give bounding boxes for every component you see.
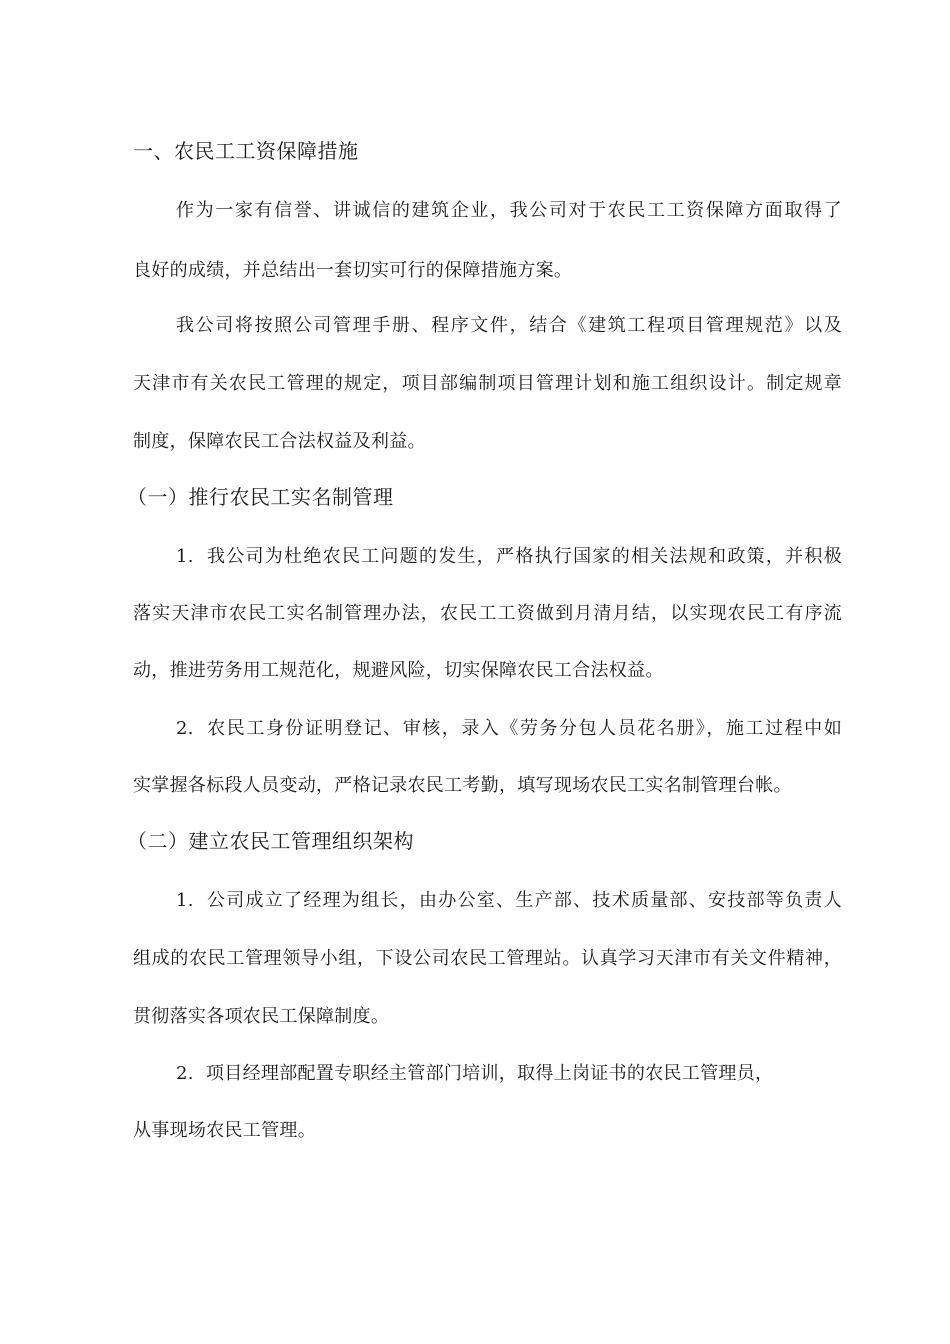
list-item-line [176,1062,773,1086]
section-title: 一、农民工工资保障措施 [133,139,359,163]
list-item-line: 动，推进劳务用工规范化，规避风险，切实保障农民工合法权益。 [133,660,664,681]
list-item-line: 贯彻落实各项农民工保障制度。 [133,1006,390,1027]
list-item-line: 从事现场农民工管理。 [133,1120,316,1141]
paragraph-line: 良好的成绩，并总结出一套切实可行的保障措施方案。 [133,260,573,281]
list-item-text: 农民工身份证明登记、审核，录入《劳务分包人员花名册》，施工过程中如 [206,718,842,739]
list-item-line [176,889,842,913]
list-item-line: 组成的农民工管理领导小组，下设公司农民工管理站。认真学习天津市有关文件精神， [133,948,842,969]
list-item-number: 1. [176,890,194,911]
list-item-line: 落实天津市农民工实名制管理办法，农民工工资做到月清月结，以实现农民工有序流 [133,603,842,624]
list-item-line: 实掌握各标段人员变动，严格记录农民工考勤，填写现场农民工实名制管理台帐。 [133,775,792,796]
list-item-text: 项目经理部配置专职经主管部门培训，取得上岗证书的农民工管理员， [206,1063,774,1084]
list-item-number: 2. [176,1063,194,1084]
list-item-number: 1. [176,546,194,567]
subsection-title: （一）推行农民工实名制管理 [127,485,394,509]
list-item-line [176,717,842,741]
list-item-text: 我公司为杜绝农民工问题的发生，严格执行国家的相关法规和政策，并积极 [206,546,842,567]
list-item-line [176,545,842,569]
list-item-text: 公司成立了经理为组长，由办公室、生产部、技术质量部、安技部等负责人 [206,890,842,911]
paragraph-line: 制度，保障农民工合法权益及利益。 [133,431,426,452]
list-item-number: 2. [176,718,194,739]
paragraph-line: 天津市有关农民工管理的规定，项目部编制项目管理计划和施工组织设计。制定规章 [133,373,842,394]
paragraph-line: 我公司将按照公司管理手册、程序文件，结合《建筑工程项目管理规范》以及 [176,315,842,336]
subsection-title: （二）建立农民工管理组织架构 [127,829,414,853]
paragraph-line: 作为一家有信誉、讲诚信的建筑企业，我公司对于农民工工资保障方面取得了 [176,200,842,221]
